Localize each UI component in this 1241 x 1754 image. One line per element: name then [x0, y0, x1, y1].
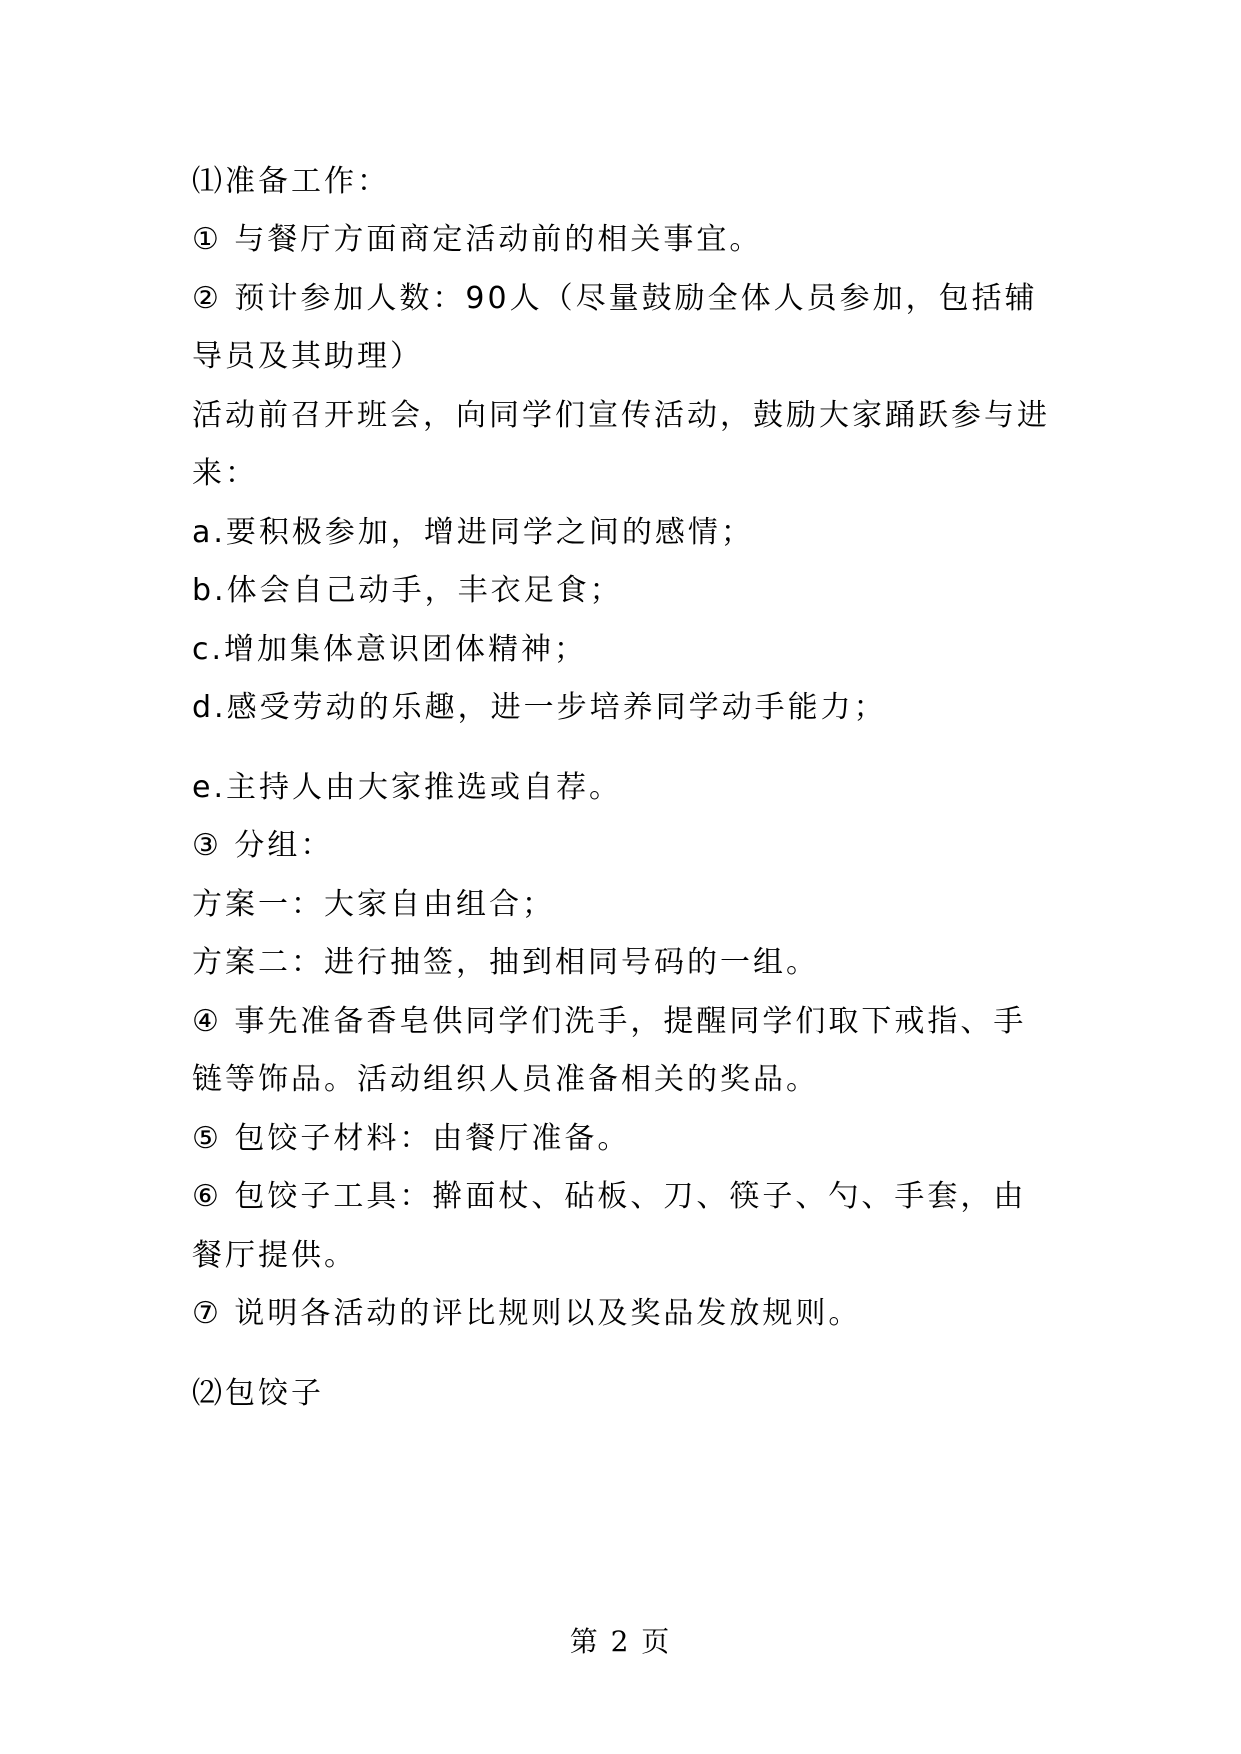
list-item: a.要积极参加，增进同学之间的感情； [192, 515, 754, 550]
list-item: b.体会自己动手，丰衣足食； [192, 573, 623, 608]
paragraph-line: 链等饰品。活动组织人员准备相关的奖品。 [192, 1062, 819, 1097]
paragraph-line: 餐厅提供。 [192, 1238, 357, 1273]
list-item: d.感受劳动的乐趣，进一步培养同学动手能力； [192, 690, 887, 725]
list-item: ① 与餐厅方面商定活动前的相关事宜。 [192, 222, 763, 257]
list-item: e.主持人由大家推选或自荐。 [192, 770, 622, 805]
paragraph-line: 方案一：大家自由组合； [192, 887, 555, 922]
section-heading-preparation: ⑴准备工作： [192, 164, 390, 199]
paragraph-line: 方案二：进行抽签，抽到相同号码的一组。 [192, 945, 819, 980]
section-heading-dumplings: ⑵包饺子 [192, 1376, 324, 1411]
list-item: ② 预计参加人数：90人（尽量鼓励全体人员参加，包括辅 [192, 281, 1038, 316]
page-number-footer: 第 2 页 [569, 1625, 672, 1658]
paragraph-line: 来： [192, 456, 258, 491]
list-item: ③ 分组： [192, 828, 334, 863]
list-item: ⑦ 说明各活动的评比规则以及奖品发放规则。 [192, 1296, 862, 1331]
list-item: ④ 事先准备香皂供同学们洗手，提醒同学们取下戒指、手 [192, 1004, 1027, 1039]
list-item: ⑤ 包饺子材料：由餐厅准备。 [192, 1121, 631, 1156]
paragraph-line: 活动前召开班会，向同学们宣传活动，鼓励大家踊跃参与进 [192, 398, 1050, 433]
list-item: c.增加集体意识团体精神； [192, 632, 588, 667]
list-item: ⑥ 包饺子工具：擀面杖、砧板、刀、筷子、勺、手套，由 [192, 1179, 1027, 1214]
paragraph-line: 导员及其助理） [192, 339, 423, 374]
